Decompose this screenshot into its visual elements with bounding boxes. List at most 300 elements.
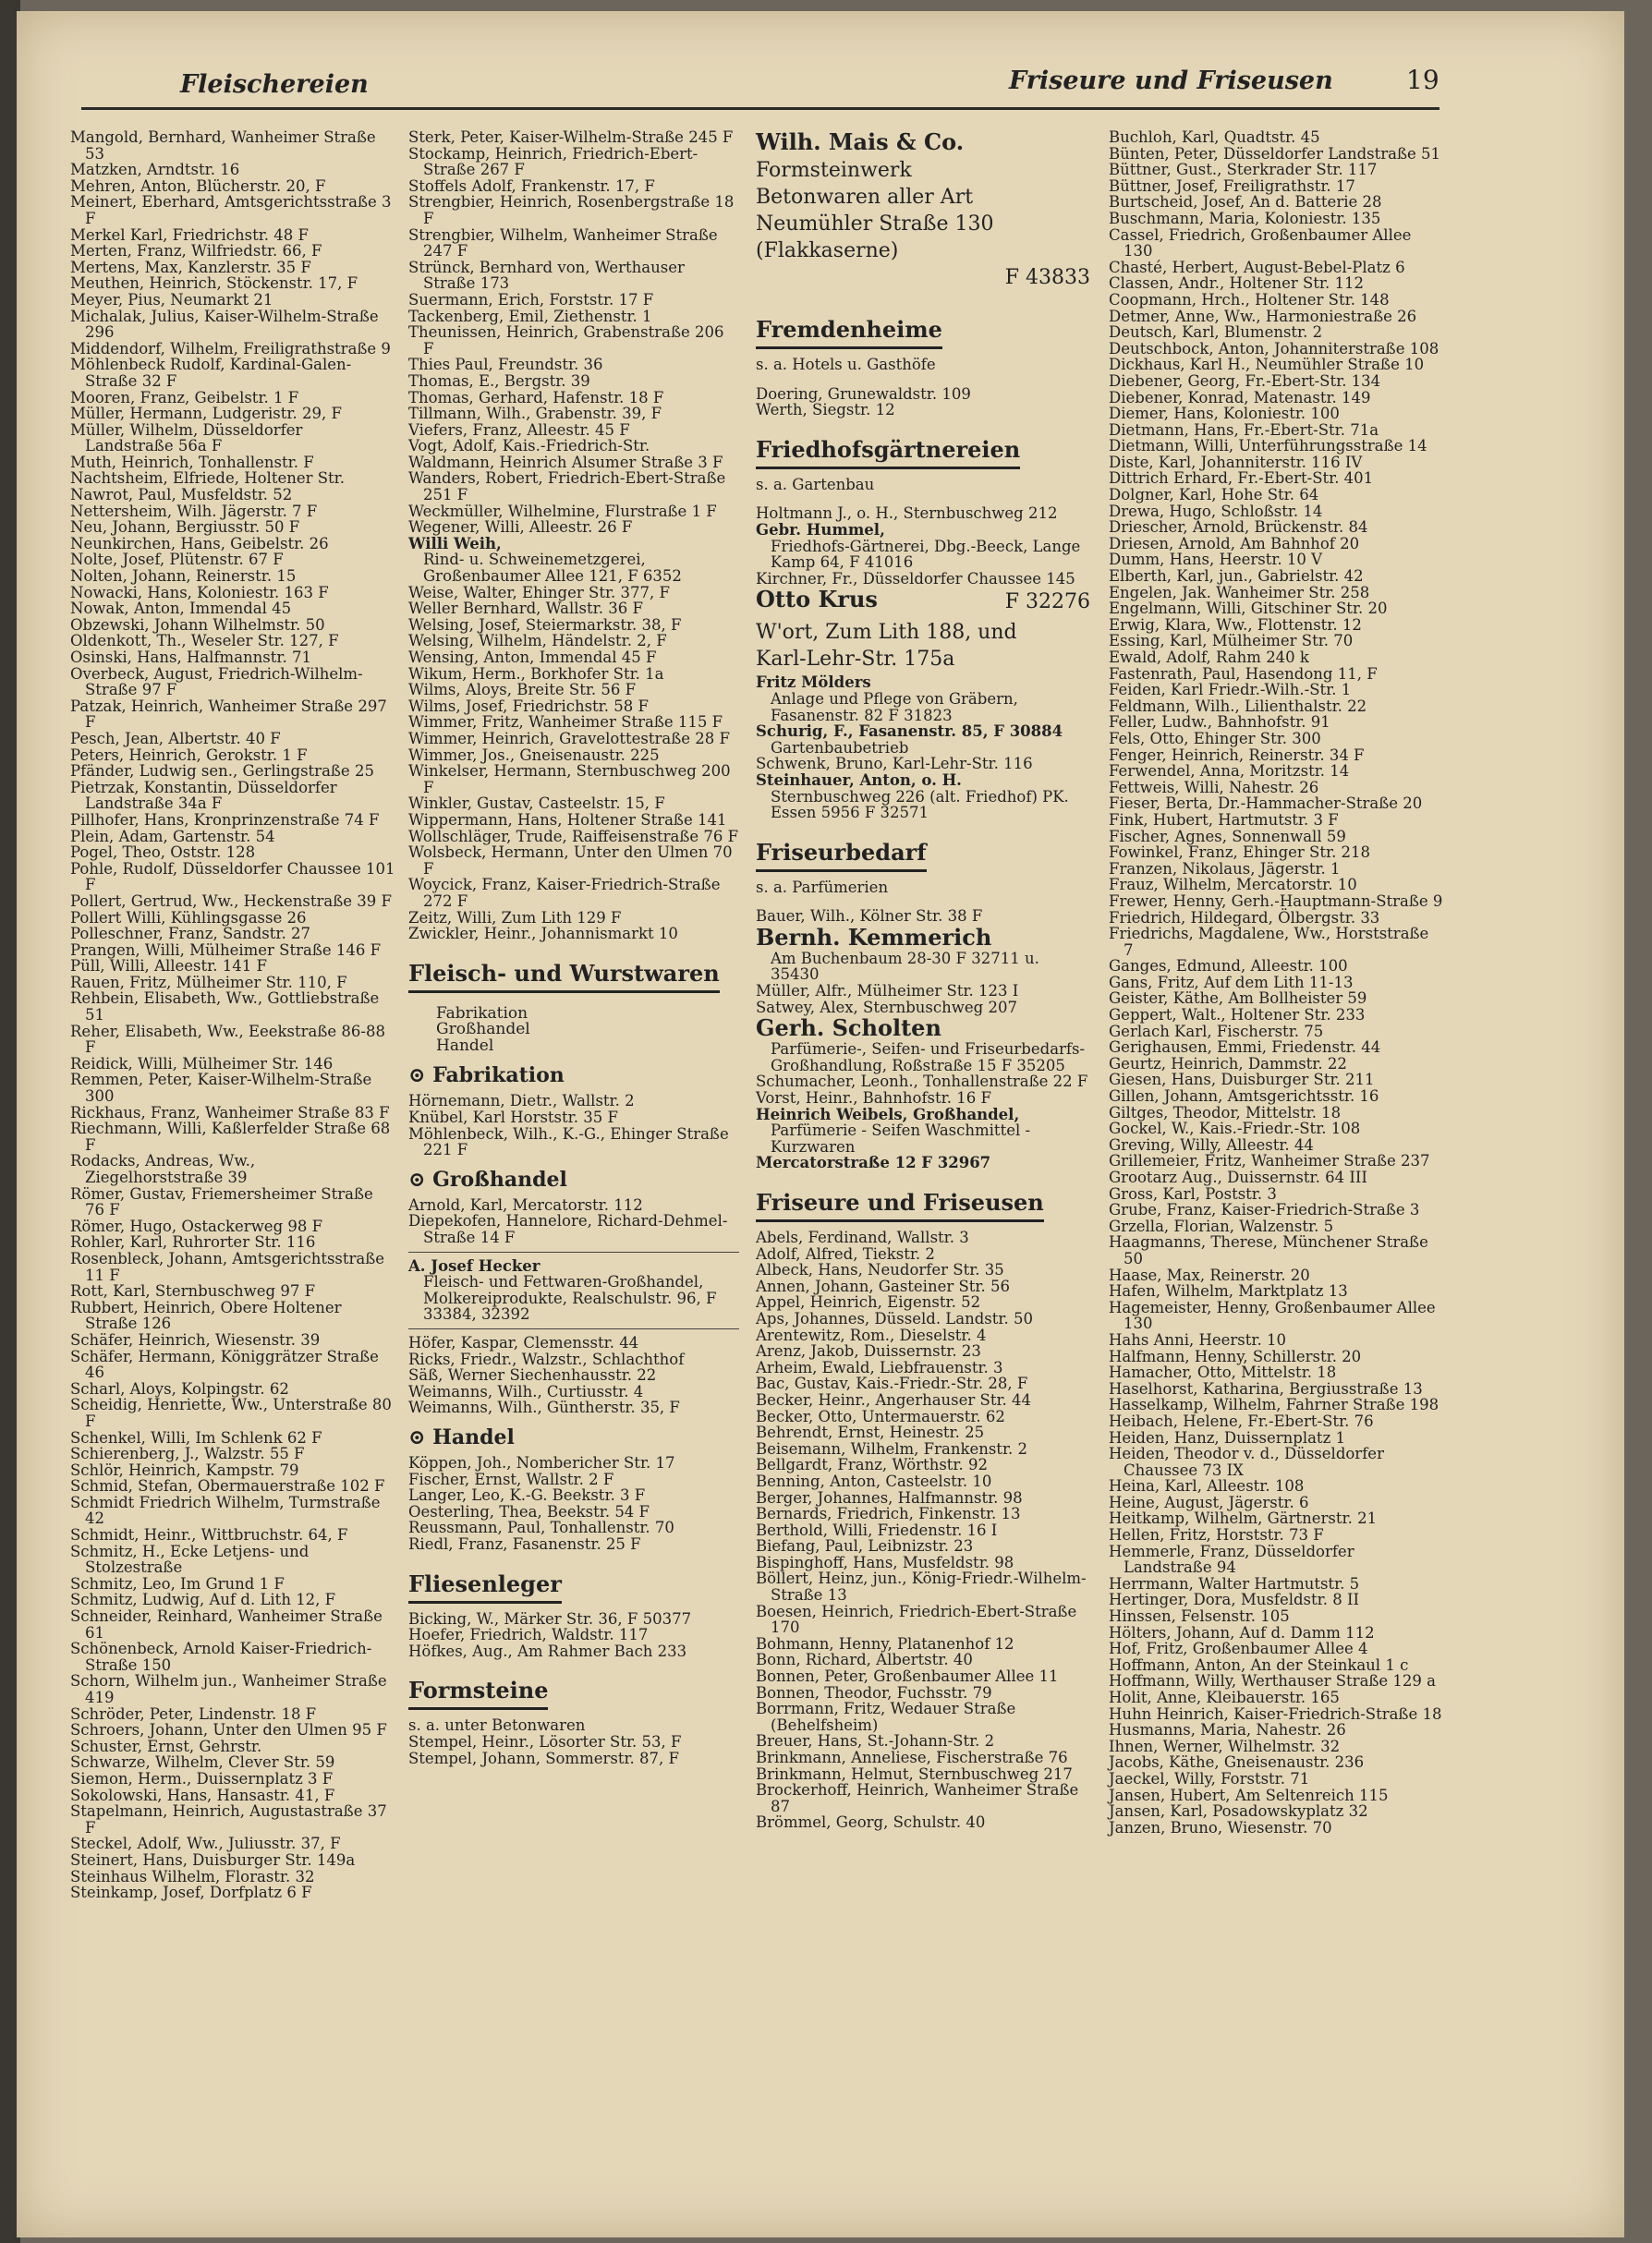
list-item: Buschmann, Maria, Koloniestr. 135 — [1109, 209, 1381, 227]
ad-line: Neumühler Straße 130 — [756, 212, 994, 236]
list-item: Wimmer, Jos., Gneisenaustr. 225 — [408, 746, 660, 764]
list-item: Friedrich, Hildegard, Ölbergstr. 33 — [1109, 908, 1380, 927]
ad-line: Formsteinwerk — [756, 159, 912, 182]
list-item: Prangen, Willi, Mülheimer Straße 146 F — [70, 940, 382, 959]
friseurbedarf-note: s. a. Parfümerien — [756, 878, 889, 896]
list-item: Winkler, Gustav, Casteelstr. 15, F — [408, 794, 665, 813]
list-item: Hoffmann, Anton, An der Steinkaul 1 c — [1109, 1655, 1409, 1674]
firm-text: Parfümerie-, Seifen- und Friseurbedarfs-Großhandlung, Roßstraße 15 F 35205 — [771, 1040, 1086, 1074]
list-item: Hahs Anni, Heerstr. 10 — [1109, 1330, 1286, 1349]
list-item: Plein, Adam, Gartenstr. 54 — [70, 827, 275, 845]
column-2 — [408, 129, 739, 1766]
list-item: Schmitz, Ludwig, Auf d. Lith 12, F — [70, 1591, 336, 1609]
list-item: Viefers, Franz, Alleestr. 45 F — [408, 420, 630, 439]
list-item: Neunkirchen, Hans, Geibelstr. 26 — [70, 534, 329, 552]
list-item: Annen, Johann, Gasteiner Str. 56 — [756, 1277, 1010, 1295]
list-item: Riechmann, Willi, Kaßlerfelder Straße 68 F — [70, 1120, 391, 1154]
sub-grosshandel: ⊙ Großhandel — [408, 1167, 567, 1192]
list-item: Nachtsheim, Elfriede, Holtener Str. — [70, 469, 345, 488]
list-item: Rubbert, Heinrich, Obere Holtener Straße 126 — [70, 1298, 342, 1333]
list-item: Rodacks, Andreas, Ww., Ziegelhorststraße 39 — [70, 1152, 256, 1186]
list-item: Weller Bernhard, Wallstr. 36 F — [408, 600, 643, 618]
list-item: Deutsch, Karl, Blumenstr. 2 — [1109, 323, 1323, 342]
list-item: Hafen, Wilhelm, Marktplatz 13 — [1109, 1282, 1348, 1301]
list-item: Bonnen, Peter, Großenbaumer Allee 11 — [756, 1667, 1059, 1686]
list-item: Bünten, Peter, Düsseldorfer Landstraße 51 — [1109, 144, 1441, 163]
list-item: Franzen, Nikolaus, Jägerstr. 1 — [1109, 859, 1341, 878]
list-item: Dietmann, Willi, Unterführungsstraße 14 — [1109, 437, 1427, 455]
section-wurstwaren: Fleisch- und Wurstwaren — [408, 961, 720, 993]
list-item: Scheidig, Henriette, Ww., Unterstraße 80 F — [70, 1396, 392, 1430]
firm-text: Am Buchenbaum 28-30 F 32711 u. 35430 — [771, 949, 1039, 984]
friedhof-list-a — [756, 505, 1090, 522]
list-item: Weise, Walter, Ehinger Str. 377, F — [408, 583, 670, 601]
fleischereien-list-b — [408, 129, 739, 536]
list-item: Thies Paul, Freundstr. 36 — [408, 356, 603, 374]
list-item: Schroers, Johann, Unter den Ulmen 95 F — [70, 1721, 387, 1740]
list-item: Brömmel, Georg, Schulstr. 40 — [756, 1813, 986, 1832]
list-item: Feiden, Karl Friedr.-Wilh.-Str. 1 — [1109, 681, 1352, 699]
handel-list — [408, 1455, 739, 1553]
firm-name: Bernh. Kemmerich — [756, 923, 992, 951]
list-item: Engelen, Jak. Wanheimer Str. 258 — [1109, 583, 1370, 601]
list-item: Welsing, Josef, Steiermarkstr. 38, F — [408, 615, 682, 634]
list-item: Biefang, Paul, Leibnizstr. 23 — [756, 1537, 974, 1556]
list-item: Riedl, Franz, Fasanenstr. 25 F — [408, 1534, 641, 1553]
list-item: Theunissen, Heinrich, Grabenstraße 206 F — [408, 323, 724, 358]
list-item: Bonnen, Theodor, Fuchsstr. 79 — [756, 1683, 992, 1702]
list-item: Mooren, Franz, Geibelstr. 1 F — [70, 388, 299, 406]
list-item: Stempel, Heinr., Lösorter Str. 53, F — [408, 1732, 682, 1751]
list-item: Drewa, Hugo, Schloßstr. 14 — [1109, 502, 1323, 520]
list-item: Welsing, Wilhelm, Händelstr. 2, F — [408, 632, 667, 650]
list-item: Rickhaus, Franz, Wanheimer Straße 83 F — [70, 1103, 390, 1122]
column-4 — [1109, 129, 1443, 1836]
list-item: Grootarz Aug., Duissernstr. 64 III — [1109, 1169, 1367, 1186]
list-item: Steinhaus Wilhelm, Florastr. 32 — [70, 1867, 315, 1885]
list-item: Pogel, Theo, Oststr. 128 — [70, 843, 256, 862]
list-item: Stoffels Adolf, Frankenstr. 17, F — [408, 176, 655, 195]
list-item: Herrmann, Walter Hartmutstr. 5 — [1109, 1574, 1360, 1593]
list-item: Meyer, Pius, Neumarkt 21 — [70, 290, 273, 309]
list-item: Satwey, Alex, Sternbuschweg 207 — [756, 998, 1017, 1016]
list-item: Wimmer, Heinrich, Gravelottestraße 28 F — [408, 729, 730, 747]
firm-text: Anlage und Pflege von Gräbern, Fasanenstr. 82 F 31823 — [771, 689, 1018, 724]
list-item: Schlör, Heinrich, Kampstr. 79 — [70, 1461, 299, 1479]
list-item: Heina, Karl, Alleestr. 108 — [1109, 1477, 1305, 1496]
list-item: Mangold, Bernhard, Wanheimer Straße 53 — [70, 128, 376, 163]
list-item: Steckel, Adolf, Ww., Juliusstr. 37, F — [70, 1835, 341, 1853]
list-item: Bonn, Richard, Albertstr. 40 — [756, 1651, 973, 1669]
list-item: Wilms, Josef, Friedrichstr. 58 F — [408, 697, 649, 715]
list-item: Römer, Gustav, Friemersheimer Straße 76 F — [70, 1184, 373, 1219]
fleischereien-list-a — [70, 129, 395, 1901]
list-item: Wikum, Herm., Borkhofer Str. 1a — [408, 664, 664, 683]
list-item: Patzak, Heinrich, Wanheimer Straße 297 F — [70, 697, 387, 732]
list-item: Feldmann, Wilh., Lilienthalstr. 22 — [1109, 697, 1367, 715]
list-item: Weimanns, Wilh., Curtiusstr. 4 — [408, 1382, 644, 1400]
listing-scholten — [756, 1015, 1090, 1073]
grosshandel-list-2 — [408, 1328, 739, 1416]
list-item: Elberth, Karl, jun., Gabrielstr. 42 — [1109, 567, 1364, 586]
list-item: Dickhaus, Karl H., Neumühler Straße 10 — [1109, 356, 1425, 374]
list-item: Grillemeier, Fritz, Wanheimer Straße 237 — [1109, 1152, 1430, 1170]
list-item: Wegener, Willi, Alleestr. 26 F — [408, 518, 633, 537]
list-item: Frewer, Henny, Gerh.-Hauptmann-Straße 9 — [1109, 891, 1443, 910]
running-head-right: Friseure und Friseusen — [1009, 67, 1333, 95]
list-item: Wanders, Robert, Friedrich-Ebert-Straße 251 F — [408, 469, 726, 504]
list-item: Jaeckel, Willy, Forststr. 71 — [1109, 1769, 1310, 1788]
list-item: Dittrich Erhard, Fr.-Ebert-Str. 401 — [1109, 469, 1374, 488]
list-item: Nolte, Josef, Plütenstr. 67 F — [70, 551, 284, 569]
list-item: Jacobs, Käthe, Gneisenaustr. 236 — [1109, 1753, 1365, 1772]
formsteine-list — [408, 1734, 739, 1766]
list-item: Brinkmann, Helmut, Sternbuschweg 217 — [756, 1764, 1073, 1783]
list-item: Michalak, Julius, Kaiser-Wilhelm-Straße 296 — [70, 307, 379, 342]
list-item: Heine, August, Jägerstr. 6 — [1109, 1493, 1309, 1511]
firm-text: Parfümerie - Seifen Waschmittel - Kurzwaren — [771, 1122, 1031, 1156]
list-item: Merten, Franz, Wilfriedstr. 66, F — [70, 242, 322, 261]
list-item: Reher, Elisabeth, Ww., Eeekstraße 86-88 F — [70, 1022, 385, 1057]
list-item: Gillen, Johann, Amtsgerichtsstr. 16 — [1109, 1087, 1379, 1106]
list-item: Köppen, Joh., Nomberichеr Str. 17 — [408, 1453, 675, 1472]
list-item: Wimmer, Fritz, Wanheimer Straße 115 F — [408, 713, 723, 732]
list-item: Geister, Käthe, Am Bollheister 59 — [1109, 989, 1367, 1008]
list-item: Büttner, Josef, Freiligrathstr. 17 — [1109, 176, 1355, 195]
list-item: Knübel, Karl Horststr. 35 F — [408, 1109, 618, 1127]
list-item: Wippermann, Hans, Holtener Straße 141 — [408, 810, 727, 829]
list-item: Heibach, Helene, Fr.-Ebert-Str. 76 — [1109, 1412, 1374, 1430]
fremdenheime-note: s. a. Hotels u. Gasthöfe — [756, 356, 936, 373]
list-item: Pfänder, Ludwig sen., Gerlingstraße 25 — [70, 762, 374, 781]
list-item: Schäfer, Heinrich, Wiesenstr. 39 — [70, 1330, 321, 1349]
section-fremdenheime: Fremdenheime — [756, 317, 942, 349]
list-item: Strengbier, Wilhelm, Wanheimer Straße 247 F — [408, 225, 718, 261]
list-item: Ihnen, Werner, Wilhelmstr. 32 — [1109, 1737, 1341, 1755]
firm-text: Sternbuschweg 226 (alt. Friedhof) PK. Essen 5956 F 32571 — [771, 787, 1069, 822]
list-item: Fischer, Ernst, Wallstr. 2 F — [408, 1470, 614, 1488]
list-item: Bohmann, Henny, Platanenhof 12 — [756, 1634, 1014, 1653]
list-item: Albeck, Hans, Neudorfer Str. 35 — [756, 1261, 1004, 1279]
list-item: Schröder, Peter, Lindenstr. 18 F — [70, 1704, 317, 1723]
list-item: Fink, Hubert, Hartmutstr. 3 F — [1109, 810, 1339, 829]
list-item: Scharl, Aloys, Kolpingstr. 62 — [70, 1379, 289, 1398]
list-item: Becker, Heinr., Angerhauser Str. 44 — [756, 1390, 1032, 1409]
list-item: Tillmann, Wilh., Grabenstr. 39, F — [408, 405, 662, 423]
section-formsteine: Formsteine — [408, 1678, 548, 1710]
list-item: Schäfer, Hermann, Königgrätzer Straße 46 — [70, 1347, 379, 1382]
list-item: Pietrzak, Konstantin, Düsseldorfer Landstraße 34a F — [70, 778, 337, 813]
list-item: Geppert, Walt., Holtener Str. 233 — [1109, 1006, 1366, 1025]
list-item: Nowacki, Hans, Koloniestr. 163 F — [70, 583, 329, 601]
list-item: Hörnemann, Dietr., Wallstr. 2 — [408, 1092, 635, 1110]
list-item: Thomas, E., Bergstr. 39 — [408, 371, 590, 390]
list-item: Janzen, Bruno, Wiesenstr. 70 — [1109, 1818, 1332, 1837]
list-item: Osinski, Hans, Halfmannstr. 71 — [70, 649, 311, 666]
firm-text: Fleisch- und Fettwaren-Großhandel, Molkereiprodukte, Realschulstr. 96, F 33384, 32392 — [423, 1273, 717, 1324]
listing-steinhauer — [756, 772, 1090, 821]
list-item: Appel, Heinrich, Eigenstr. 52 — [756, 1293, 981, 1312]
list-item: Fieser, Berta, Dr.-Hammacher-Straße 20 — [1109, 794, 1423, 813]
list-item: Fastenrath, Paul, Hasendong 11, F — [1109, 664, 1378, 683]
friseurbedarf-list-a — [756, 908, 1090, 925]
list-item: Peters, Heinrich, Gerokstr. 1 F — [70, 746, 308, 764]
list-item: Beisemann, Wilhelm, Frankenstr. 2 — [756, 1439, 1028, 1458]
list-item: Mehren, Anton, Blücherstr. 20, F — [70, 176, 326, 195]
list-item: Oldenkott, Th., Weseler Str. 127, F — [70, 632, 339, 650]
list-item: Fabrikation — [436, 1003, 528, 1023]
list-item: Brinkmann, Anneliese, Fischerstraße 76 — [756, 1749, 1068, 1766]
list-item: Nawrot, Paul, Musfeldstr. 52 — [70, 486, 293, 504]
list-item: Höfkes, Aug., Am Rahmer Bach 233 — [408, 1642, 687, 1660]
list-item: Langer, Leo, K.-G. Beekstr. 3 F — [408, 1486, 646, 1505]
list-item: Vorst, Heinr., Bahnhofstr. 16 F — [756, 1089, 991, 1108]
list-item: Pohle, Rudolf, Düsseldorfer Chaussee 101 F — [70, 859, 395, 894]
list-item: Erwig, Klara, Ww., Flottenstr. 12 — [1109, 615, 1362, 634]
list-item: Jansen, Hubert, Am Seltenreich 115 — [1109, 1786, 1389, 1804]
list-item: Gerlach Karl, Fischerstr. 75 — [1109, 1022, 1324, 1040]
list-item: Ferwendel, Anna, Moritzstr. 14 — [1109, 762, 1350, 781]
ad-line: (Flakkaserne) — [756, 239, 899, 262]
list-item: Hoffmann, Willy, Werthauser Straße 129 a — [1109, 1672, 1437, 1691]
list-item: Ricks, Friedr., Walzstr., Schlachthof — [408, 1350, 685, 1368]
list-item: Frauz, Wilhelm, Mercatorstr. 10 — [1109, 876, 1357, 894]
list-item: Heiden, Theodor v. d., Düsseldorfer Chaussee 73 IX — [1109, 1445, 1384, 1479]
list-item: Schönenbeck, Arnold Kaiser-Friedrich-Straße 150 — [70, 1640, 372, 1674]
firm-name: Schurig, F., Fasanenstr. 85, F 30884 — [756, 722, 1063, 741]
list-item: Bicking, W., Märker Str. 36, F 50377 — [408, 1609, 692, 1628]
list-item: Römer, Hugo, Ostackerweg 98 F — [70, 1217, 323, 1235]
list-item: Berger, Johannes, Halfmannstr. 98 — [756, 1488, 1023, 1507]
list-item: Muth, Heinrich, Tonhallenstr. F — [70, 453, 314, 471]
firm-name: Gebr. Hummel, — [756, 520, 885, 539]
list-item: Werth, Siegstr. 12 — [756, 401, 895, 419]
listing-hummel — [756, 522, 1090, 571]
list-item: Heiden, Hanz, Duissernplatz 1 — [1109, 1428, 1345, 1447]
ad-krus — [756, 587, 1090, 671]
list-item: Bispinghoff, Hans, Musfeldstr. 98 — [756, 1553, 1014, 1571]
ad-title: Otto Krus — [756, 586, 878, 613]
list-item: Obzewski, Johann Wilhelmstr. 50 — [70, 615, 325, 634]
list-item: Arenz, Jakob, Duissernstr. 23 — [756, 1342, 981, 1361]
list-item: Reussmann, Paul, Tonhallenstr. 70 — [408, 1519, 674, 1537]
list-item: Möhlenbeck, Wilh., K.-G., Ehinger Straße 221 F — [408, 1124, 729, 1159]
list-item: Bauer, Wilh., Kölner Str. 38 F — [756, 907, 983, 926]
list-item: Neu, Johann, Bergiusstr. 50 F — [70, 518, 300, 537]
listing-weih — [408, 536, 739, 585]
list-item: Thomas, Gerhard, Hafenstr. 18 F — [408, 388, 664, 406]
friseurbedarf-list-b — [756, 983, 1090, 1015]
list-item: Suermann, Erich, Forststr. 17 F — [408, 290, 654, 309]
list-item: Borrmann, Fritz, Wedauer Straße (Behelfsheim) — [756, 1700, 1016, 1734]
list-item: Breuer, Hans, St.-Johann-Str. 2 — [756, 1732, 995, 1751]
list-item: Diebener, Georg, Fr.-Ebert-Str. 134 — [1109, 371, 1381, 390]
listing-moelders — [756, 674, 1090, 723]
header-rule — [81, 107, 1439, 110]
list-item: Vogt, Adolf, Kais.-Friedrich-Str. — [408, 437, 650, 455]
list-item: Greving, Willy, Alleestr. 44 — [1109, 1135, 1314, 1154]
list-item: Grube, Franz, Kaiser-Friedrich-Straße 3 — [1109, 1201, 1420, 1219]
ad-phone: F 32276 — [1004, 590, 1090, 614]
list-item: Weckmüller, Wilhelmine, Flurstraße 1 F — [408, 502, 717, 520]
list-item: Diepekofen, Hannelore, Richard-Dehmel-Straße 14 F — [408, 1212, 728, 1247]
list-item: Rauen, Fritz, Mülheimer Str. 110, F — [70, 973, 347, 991]
list-item: Winkelser, Hermann, Sternbuschweg 200 F — [408, 762, 731, 796]
list-item: Wensing, Anton, Immendal 45 F — [408, 649, 657, 666]
list-item: Säß, Werner Siechenhausstr. 22 — [408, 1366, 657, 1385]
list-item: Großhandel — [436, 1020, 530, 1039]
section-friedhof: Friedhofsgärtnereien — [756, 437, 1020, 469]
list-item: Hof, Fritz, Großenbaumer Allee 4 — [1109, 1640, 1368, 1658]
list-item: Pollert, Gertrud, Ww., Heckenstraße 39 F — [70, 891, 392, 910]
grosshandel-list — [408, 1197, 739, 1246]
list-item: Pollert Willi, Kühlingsgasse 26 — [70, 908, 307, 927]
list-item: Wolsbeck, Hermann, Unter den Ulmen 70 F — [408, 843, 733, 878]
list-item: Abels, Ferdinand, Wallstr. 3 — [756, 1229, 969, 1246]
list-item: Schmidt, Heinr., Wittbruchstr. 64, F — [70, 1526, 348, 1545]
list-item: Handel — [436, 1036, 494, 1055]
list-item: Fenger, Heinrich, Reinerstr. 34 F — [1109, 746, 1365, 764]
list-item: Kirchner, Fr., Düsseldorfer Chaussee 145 — [756, 569, 1075, 588]
list-item: Gans, Fritz, Auf dem Lith 11-13 — [1109, 973, 1354, 991]
list-item: Rott, Karl, Sternbuschweg 97 F — [70, 1282, 316, 1301]
list-item: Müller, Alfr., Mülheimer Str. 123 I — [756, 982, 1019, 1000]
list-item: Steinkamp, Josef, Dorfplatz 6 F — [70, 1884, 312, 1902]
list-item: Hagemeister, Henny, Großenbaumer Allee 130 — [1109, 1298, 1436, 1333]
list-item: Meuthen, Heinrich, Stöckenstr. 17, F — [70, 274, 358, 293]
list-item: Schmitz, Leo, Im Grund 1 F — [70, 1574, 285, 1593]
list-item: Woycick, Franz, Kaiser-Friedrich-Straße 272 F — [408, 876, 721, 910]
list-item: Schwenk, Bruno, Karl-Lehr-Str. 116 — [756, 755, 1033, 773]
list-item: Wilms, Aloys, Breite Str. 56 F — [408, 681, 637, 699]
list-item: Waldmann, Heinrich Alsumer Straße 3 F — [408, 453, 723, 471]
list-item: Essing, Karl, Mülheimer Str. 70 — [1109, 632, 1354, 650]
list-item: Siemon, Herm., Duissernplatz 3 F — [70, 1769, 334, 1788]
list-item: Arheim, Ewald, Liebfrauenstr. 3 — [756, 1358, 1003, 1376]
list-item: Weimanns, Wilh., Güntherstr. 35, F — [408, 1399, 680, 1417]
list-item: Rohler, Karl, Ruhrorter Str. 116 — [70, 1233, 316, 1252]
list-item: Strengbier, Heinrich, Rosenbergstraße 18 F — [408, 193, 735, 227]
fleischereien-list-c — [408, 585, 739, 942]
section-friseure: Friseure und Friseusen — [756, 1190, 1044, 1222]
ad-line: W'ort, Zum Lith 188, und — [756, 621, 1017, 645]
list-item: Müller, Wilhelm, Düsseldorfer Landstraße 56a F — [70, 420, 303, 455]
friedhof-list-b — [756, 571, 1090, 588]
list-item: Fowinkel, Franz, Ehinger Str. 218 — [1109, 843, 1371, 862]
firm-name: A. Josef Hecker — [408, 1256, 541, 1275]
list-item: Reidick, Willi, Mülheimer Str. 146 — [70, 1054, 334, 1073]
list-item: Husmanns, Maria, Nahestr. 26 — [1109, 1721, 1346, 1740]
sub-handel: ⊙ Handel — [408, 1425, 515, 1449]
list-item: Hoefer, Friedrich, Waldstr. 117 — [408, 1626, 649, 1644]
list-item: Tackenberg, Emil, Ziethenstr. 1 — [408, 307, 652, 325]
list-item: Haagmanns, Therese, Münchener Straße 50 — [1109, 1233, 1428, 1267]
list-item: Fels, Otto, Ehinger Str. 300 — [1109, 729, 1321, 747]
list-item: Heitkamp, Wilhelm, Gärtnerstr. 21 — [1109, 1509, 1378, 1528]
firm-name: Willi Weih, — [408, 534, 502, 552]
list-item: Hölters, Johann, Auf d. Damm 112 — [1109, 1623, 1375, 1642]
list-item: Dolgner, Karl, Hohe Str. 64 — [1109, 486, 1319, 504]
list-item: Holit, Anne, Kleibauerstr. 165 — [1109, 1689, 1340, 1706]
ad-line: Karl-Lehr-Str. 175a — [756, 648, 955, 672]
list-item: Jansen, Karl, Posadowskyplatz 32 — [1109, 1802, 1368, 1821]
list-item: Püll, Willi, Alleestr. 141 F — [70, 957, 267, 976]
list-item: Sokolowski, Hans, Hansastr. 41, F — [70, 1786, 335, 1804]
list-item: Pillhofer, Hans, Kronprinzenstraße 74 F — [70, 810, 380, 829]
ad-line: Betonwaren aller Art — [756, 186, 974, 209]
list-item: Bernards, Friedrich, Finkenstr. 13 — [756, 1505, 1021, 1523]
list-item: Dietmann, Hans, Fr.-Ebert-Str. 71a — [1109, 420, 1379, 439]
list-item: Rosenbleck, Johann, Amtsgerichtsstraße 11 F — [70, 1249, 385, 1284]
section-fliesenleger: Fliesenleger — [408, 1571, 562, 1604]
list-item: Diebener, Konrad, Matenastr. 149 — [1109, 388, 1371, 406]
ad-title: Wilh. Mais & Co. — [756, 128, 965, 155]
list-item: Schwarze, Wilhelm, Clever Str. 59 — [70, 1753, 335, 1772]
list-item: Classen, Andr., Holtener Str. 112 — [1109, 274, 1364, 293]
list-item: Geurtz, Heinrich, Dammstr. 22 — [1109, 1054, 1347, 1073]
list-item: Höfer, Kaspar, Clemensstr. 44 — [408, 1334, 639, 1352]
list-item: Brockerhoff, Heinrich, Wanheimer Straße 87 — [756, 1781, 1079, 1815]
fliesenleger-list — [408, 1611, 739, 1660]
firm-name: Fritz Mölders — [756, 673, 871, 692]
list-item: Fischer, Agnes, Sonnenwall 59 — [1109, 827, 1346, 845]
list-item: Schmidt Friedrich Wilhelm, Turmstraße 42 — [70, 1493, 381, 1528]
friseure-list-a — [756, 1230, 1090, 1831]
list-item: Pesch, Jean, Albertstr. 40 F — [70, 729, 281, 747]
friedhof-note: s. a. Gartenbau — [756, 475, 875, 493]
listing-hecker — [408, 1252, 739, 1323]
list-item: Stapelmann, Heinrich, Augustastraße 37 F — [70, 1802, 387, 1837]
firm-text: Rind- u. Schweinemetzgerei, Großenbaumer Allee 121, F 6352 — [423, 551, 682, 586]
list-item: Burtscheid, Josef, An d. Batterie 28 — [1109, 193, 1382, 212]
section-friseurbedarf: Friseurbedarf — [756, 840, 927, 872]
list-item: Engelmann, Willi, Gitschiner Str. 20 — [1109, 600, 1388, 618]
friseurbedarf-list-c — [756, 1073, 1090, 1106]
list-item: Schenkel, Willi, Im Schlenk 62 F — [70, 1428, 322, 1447]
list-item: Diste, Karl, Johanniterstr. 116 IV — [1109, 453, 1363, 471]
list-item: Buchloh, Karl, Quadtstr. 45 — [1109, 128, 1320, 146]
list-item: Stockamp, Heinrich, Friedrich-Ebert-Straße 267 F — [408, 144, 698, 179]
list-item: Detmer, Anne, Ww., Harmoniestraße 26 — [1109, 307, 1417, 325]
list-item: Gerighausen, Emmi, Friedenstr. 44 — [1109, 1038, 1381, 1057]
firm-text: Gartenbaubetrieb — [771, 738, 909, 757]
list-item: Overbeck, August, Friedrich-Wilhelm-Straße 97 F — [70, 664, 363, 699]
list-item: Adolf, Alfred, Tiekstr. 2 — [756, 1244, 935, 1263]
list-item: Halfmann, Henny, Schillerstr. 20 — [1109, 1347, 1362, 1365]
list-item: Rehbein, Elisabeth, Ww., Gottliebstraße 51 — [70, 989, 380, 1025]
list-item: Hertinger, Dora, Musfeldstr. 8 II — [1109, 1591, 1359, 1609]
firm-name: Heinrich Weibels, Großhandel, — [756, 1105, 1020, 1123]
list-item: Sterk, Peter, Kaiser-Wilhelm-Straße 245 F — [408, 128, 734, 146]
list-item: Coopmann, Hrch., Holtener Str. 148 — [1109, 290, 1390, 309]
listing-kemmerich — [756, 925, 1090, 983]
list-item: Schierenberg, J., Walzstr. 55 F — [70, 1445, 305, 1463]
list-item: Becker, Otto, Untermauerstr. 62 — [756, 1407, 1005, 1425]
list-item: Middendorf, Wilhelm, Freiligrathstraße 9 — [70, 339, 391, 358]
list-item: Nolten, Johann, Reinerstr. 15 — [70, 567, 297, 586]
list-item: Hinssen, Felsenstr. 105 — [1109, 1607, 1290, 1626]
column-1 — [70, 129, 395, 1901]
firm-name: Gerh. Scholten — [756, 1014, 941, 1042]
fremdenheime-list — [756, 386, 1090, 418]
firm-name: Steinhauer, Anton, o. H. — [756, 770, 962, 789]
list-item: Fettweis, Willi, Nahestr. 26 — [1109, 778, 1319, 796]
list-item: Schmid, Stefan, Obermauerstraße 102 F — [70, 1477, 385, 1496]
list-item: Müller, Hermann, Ludgeristr. 29, F — [70, 405, 342, 423]
list-item: Zeitz, Willi, Zum Lith 129 F — [408, 908, 622, 927]
list-item: Stempel, Johann, Sommerstr. 87, F — [408, 1749, 679, 1767]
wurst-note — [408, 1003, 739, 1055]
